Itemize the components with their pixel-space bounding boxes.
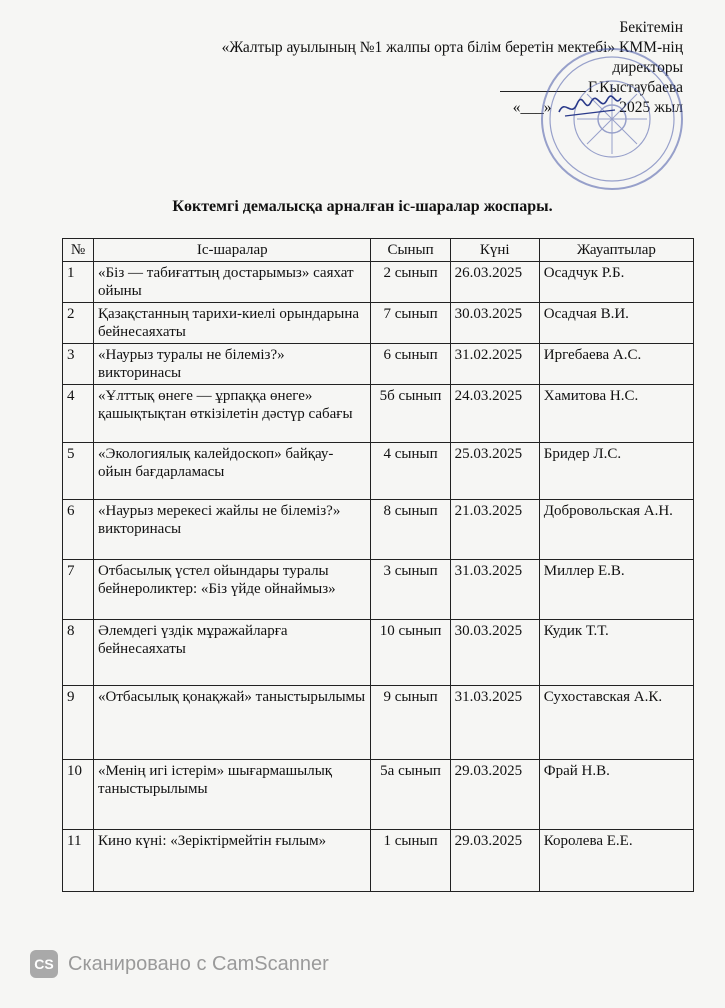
row-event: «Наурыз мерекесі жайлы не білеміз?» викторинасы: [94, 500, 371, 560]
row-class: 7 сынып: [371, 303, 450, 344]
row-class: 4 сынып: [371, 443, 450, 500]
row-class: 5а сынып: [371, 760, 450, 830]
row-number: 11: [63, 830, 94, 892]
row-number: 8: [63, 620, 94, 686]
row-date: 21.03.2025: [450, 500, 539, 560]
camscanner-watermark: [30, 950, 329, 978]
school-name: «Жалтыр ауылының №1 жалпы орта білім беретін мектебі» КММ-нің: [221, 39, 683, 56]
row-number: 6: [63, 500, 94, 560]
row-event: Кино күні: «Зеріктірмейтін ғылым»: [94, 830, 371, 892]
table-row: [63, 344, 694, 385]
row-date: 26.03.2025: [450, 262, 539, 303]
row-class: 9 сынып: [371, 686, 450, 760]
table-row: [63, 443, 694, 500]
table-row: [63, 830, 694, 892]
row-event: «Наурыз туралы не білеміз?» викторинасы: [94, 344, 371, 385]
row-event: Отбасылық үстел ойындары туралы бейнероликтер: «Біз үйде ойнаймыз»: [94, 560, 371, 620]
date-quote: «___»: [512, 99, 552, 116]
row-event: «Экологиялық калейдоскоп» байқау-ойын бағдарламасы: [94, 443, 371, 500]
row-event: Әлемдегі үздік мұражайларға бейнесаяхаты: [94, 620, 371, 686]
row-event: «Ұлттық өнеге — ұрпаққа өнеге» қашықтықтан өткізілетін дәстүр сабағы: [94, 385, 371, 443]
table-row: [63, 560, 694, 620]
row-date: 31.03.2025: [450, 560, 539, 620]
table-row: [63, 500, 694, 560]
row-date: 29.03.2025: [450, 760, 539, 830]
row-responsible: Осадчая В.И.: [539, 303, 693, 344]
row-responsible: Сухоставская А.К.: [539, 686, 693, 760]
row-number: 1: [63, 262, 94, 303]
row-responsible: Кудик Т.Т.: [539, 620, 693, 686]
document-title: Көктемгі демалысқа арналған іс-шаралар жоспары.: [172, 198, 553, 215]
row-number: 10: [63, 760, 94, 830]
row-responsible: Добровольская А.Н.: [539, 500, 693, 560]
row-responsible: Королева Е.Е.: [539, 830, 693, 892]
row-date: 25.03.2025: [450, 443, 539, 500]
header-responsible: Жауаптылар: [539, 239, 693, 262]
table-row: [63, 262, 694, 303]
row-responsible: Миллер Е.В.: [539, 560, 693, 620]
row-date: 24.03.2025: [450, 385, 539, 443]
table-row: [63, 760, 694, 830]
row-class: 5б сынып: [371, 385, 450, 443]
events-plan-table: [62, 238, 694, 892]
row-responsible: Фрай Н.В.: [539, 760, 693, 830]
row-class: 6 сынып: [371, 344, 450, 385]
row-date: 31.03.2025: [450, 686, 539, 760]
table-header-row: [63, 239, 694, 262]
row-date: 29.03.2025: [450, 830, 539, 892]
row-event: «Отбасылық қонақжай» таныстырылымы: [94, 686, 371, 760]
header-number: №: [63, 239, 94, 262]
row-responsible: Хамитова Н.С.: [539, 385, 693, 443]
header-class: Сынып: [371, 239, 450, 262]
row-number: 3: [63, 344, 94, 385]
director-signature: [555, 88, 625, 122]
table-row: [63, 686, 694, 760]
director-title: директоры: [612, 59, 683, 76]
row-class: 3 сынып: [371, 560, 450, 620]
row-number: 4: [63, 385, 94, 443]
row-event: Қазақстанның тарихи-киелі орындарына бейнесаяхаты: [94, 303, 371, 344]
header-date: Күні: [450, 239, 539, 262]
row-number: 7: [63, 560, 94, 620]
approval-heading: Бекітемін: [619, 19, 683, 36]
row-number: 5: [63, 443, 94, 500]
table-row: [63, 385, 694, 443]
table-row: [63, 303, 694, 344]
row-class: 2 сынып: [371, 262, 450, 303]
row-number: 2: [63, 303, 94, 344]
camscanner-text: Сканировано с CamScanner: [68, 952, 329, 975]
row-date: 31.02.2025: [450, 344, 539, 385]
director-name: Г.Кыстаубаева: [588, 79, 683, 96]
header-events: Іс-шаралар: [94, 239, 371, 262]
row-event: «Менің игі істерім» шығармашылық таныстырылымы: [94, 760, 371, 830]
row-responsible: Бридер Л.С.: [539, 443, 693, 500]
row-date: 30.03.2025: [450, 303, 539, 344]
row-date: 30.03.2025: [450, 620, 539, 686]
row-event: «Біз — табиғаттың достарымыз» саяхат ойыны: [94, 262, 371, 303]
row-class: 10 сынып: [371, 620, 450, 686]
table-row: [63, 620, 694, 686]
row-responsible: Иргебаева А.С.: [539, 344, 693, 385]
camscanner-logo: CS: [30, 950, 58, 978]
row-class: 8 сынып: [371, 500, 450, 560]
row-number: 9: [63, 686, 94, 760]
row-class: 1 сынып: [371, 830, 450, 892]
approval-year: 2025 жыл: [619, 99, 683, 116]
row-responsible: Осадчук Р.Б.: [539, 262, 693, 303]
